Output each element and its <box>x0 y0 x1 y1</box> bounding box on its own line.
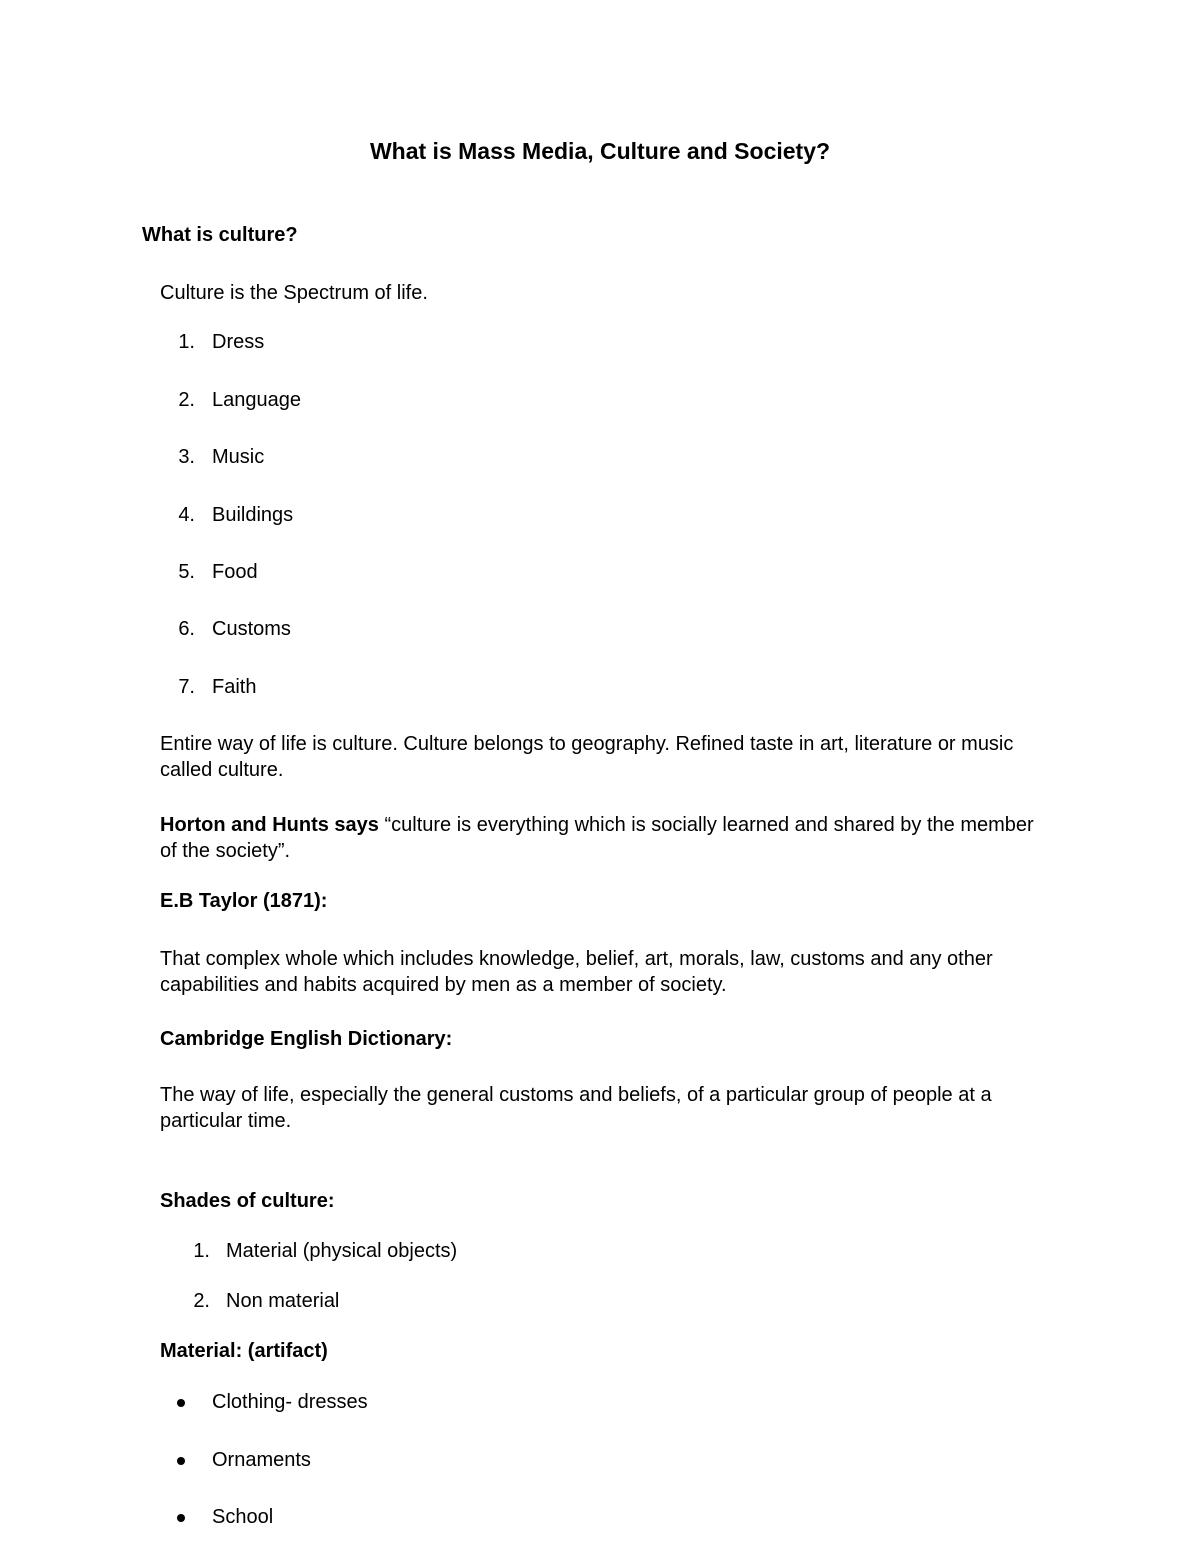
list-number: 6. <box>178 618 195 640</box>
list-item-label: Language <box>212 389 301 411</box>
list-item-label: School <box>212 1506 274 1528</box>
list-number: 1. <box>193 1240 210 1262</box>
list-number: 2. <box>178 389 195 411</box>
list-item-label: Clothing- dresses <box>212 1391 368 1413</box>
list-item-label: Material (physical objects) <box>226 1240 458 1262</box>
horton-paragraph <box>160 812 1040 864</box>
taylor-heading: E.B Taylor (1871): <box>160 890 328 912</box>
horton-lead: Horton and Hunts says <box>160 814 379 836</box>
entire-way-paragraph: Entire way of life is culture. Culture belongs to geography. Refined taste in art, literature or music called culture. <box>160 733 1014 781</box>
cambridge-heading: Cambridge English Dictionary: <box>160 1028 453 1050</box>
list-item-label: Food <box>212 561 258 583</box>
material-heading: Material: (artifact) <box>160 1340 328 1362</box>
bullet-icon <box>177 1457 185 1465</box>
list-number: 4. <box>178 504 195 526</box>
list-item-label: Customs <box>212 618 291 640</box>
spectrum-text: Culture is the Spectrum of life. <box>160 282 428 304</box>
taylor-paragraph: That complex whole which includes knowledge, belief, art, morals, law, customs and any other capabilities and habits acquired by men as a member of society. <box>160 948 993 996</box>
heading-what-is-culture: What is culture? <box>142 224 298 246</box>
list-number: 1. <box>178 331 195 353</box>
list-item-label: Ornaments <box>212 1449 311 1471</box>
bullet-icon <box>177 1399 185 1407</box>
cambridge-paragraph: The way of life, especially the general customs and beliefs, of a particular group of people at a particular time. <box>160 1084 992 1132</box>
list-number: 3. <box>178 446 195 468</box>
list-item-label: Non material <box>226 1290 340 1312</box>
list-number: 2. <box>193 1290 210 1312</box>
horton-quote: “culture is everything which is socially learned and shared by the member of the society”. <box>160 814 1034 862</box>
list-item-label: Music <box>212 446 265 468</box>
list-item-label: Dress <box>212 331 265 353</box>
list-item-label: Faith <box>212 676 257 698</box>
list-number: 5. <box>178 561 195 583</box>
list-item-label: Buildings <box>212 504 294 526</box>
bullet-icon <box>177 1514 185 1522</box>
shades-heading: Shades of culture: <box>160 1190 335 1212</box>
list-number: 7. <box>178 676 195 698</box>
document-title: What is Mass Media, Culture and Society? <box>369 138 831 164</box>
